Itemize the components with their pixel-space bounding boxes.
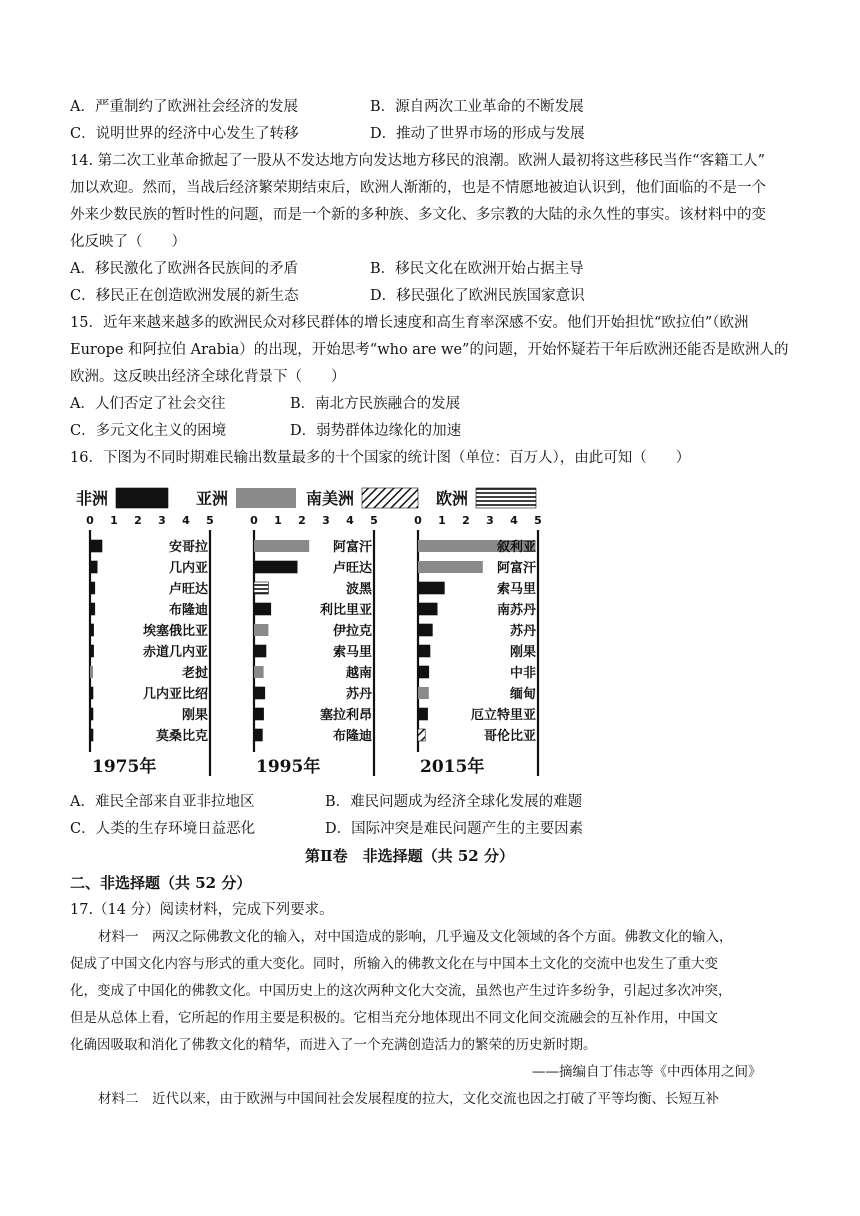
q13-option-d: D．推动了世界市场的形成与发展: [370, 126, 585, 142]
axis-tick-label: 1: [110, 514, 118, 527]
country-label: 莫桑比克: [155, 729, 208, 744]
q17-material1-line-4: 但是从总体上看，它所起的作用主要是积极的。它相当充分地体现出不同文化间交流融会的互补作用，中国文: [70, 1010, 718, 1026]
bar-哥伦比亚: [418, 729, 425, 741]
bar-南苏丹: [418, 603, 437, 615]
refugee-chart-svg: [70, 480, 550, 780]
bar-布隆迪: [254, 729, 262, 741]
q16-option-a: A．难民全部来自亚非拉地区: [70, 794, 255, 810]
country-label: 老挝: [181, 666, 208, 681]
q16-option-d: D．国际冲突是难民问题产生的主要因素: [325, 821, 584, 837]
country-label: 波黑: [345, 582, 372, 597]
q15-stem-line-3: 欧洲。这反映出经济全球化背景下（ ）: [70, 369, 346, 385]
axis-tick-label: 4: [182, 514, 190, 527]
country-label: 叙利亚: [496, 540, 536, 555]
q15-option-d: D．弱势群体边缘化的加速: [290, 423, 462, 439]
bar-老挝: [90, 666, 93, 678]
q17-material1-line-3: 化，变成了中国化的佛教文化。中国历史上的这次两种文化大交流，虽然也产生过许多纷争，引起过多次冲突，: [70, 983, 732, 999]
bar-安哥拉: [90, 540, 102, 552]
axis-tick-label: 5: [206, 514, 214, 527]
country-label: 安哥拉: [168, 540, 208, 555]
q15-option-a: A．人们否定了社会交往: [70, 396, 226, 412]
country-label: 几内亚: [168, 561, 208, 576]
country-label: 卢旺达: [168, 582, 208, 597]
q17-material1-line-2: 促成了中国文化内容与形式的重大变化。同时，所输入的佛教文化在与中国本土文化的交流中也发生了重大变: [70, 956, 718, 972]
section-heading: 二、非选择题（共 52 分）: [70, 874, 252, 892]
bar-几内亚比绍: [90, 687, 93, 699]
axis-tick-label: 5: [370, 514, 378, 527]
country-label: 中非: [509, 666, 536, 681]
q17-intro: 17.（14 分）阅读材料，完成下列要求。: [70, 902, 334, 918]
country-label: 几内亚比绍: [142, 687, 208, 702]
bar-苏丹: [418, 624, 432, 636]
q14-option-a: A．移民激化了欧洲各民族间的矛盾: [70, 261, 298, 277]
bar-中非: [418, 666, 429, 678]
q17-material1-source: ——摘编自丁伟志等《中西体用之间》: [532, 1064, 762, 1080]
axis-tick-label: 0: [414, 514, 422, 527]
q14-stem-line-3: 外来少数民族的暂时性的问题，而是一个新的多种族、多文化、多宗教的大陆的永久性的事实。该材料中的变: [70, 207, 766, 223]
country-label: 索马里: [496, 582, 536, 597]
q15-stem-line-1: 15．近年来越来越多的欧洲民众对移民群体的增长速度和高生育率深感不安。他们开始担忧“欧拉伯”（欧洲: [70, 315, 749, 331]
axis-tick-label: 3: [158, 514, 166, 527]
axis-tick-label: 5: [534, 514, 542, 527]
axis-tick-label: 3: [486, 514, 494, 527]
legend-label: 非洲: [76, 489, 109, 508]
country-label: 卢旺达: [332, 561, 372, 576]
country-label: 厄立特里亚: [470, 708, 536, 723]
q17-material1-line-1: 材料一 两汉之际佛教文化的输入，对中国造成的影响，几乎遍及文化领域的各个方面。佛教文化的输入，: [98, 929, 733, 945]
legend-swatch: [116, 488, 168, 508]
q13-option-b: B．源自两次工业革命的不断发展: [370, 99, 584, 115]
q15-option-c: C．多元文化主义的困境: [70, 423, 227, 439]
axis-tick-label: 2: [298, 514, 306, 527]
bar-莫桑比克: [90, 729, 93, 741]
bar-布隆迪: [90, 603, 95, 615]
bar-越南: [254, 666, 264, 678]
country-label: 伊拉克: [332, 624, 372, 639]
country-label: 塞拉利昂: [319, 708, 372, 723]
bar-缅甸: [418, 687, 429, 699]
country-label: 刚果: [509, 645, 536, 660]
bar-刚果: [90, 708, 93, 720]
country-label: 苏丹: [509, 624, 536, 639]
country-label: 布隆迪: [332, 729, 372, 744]
axis-tick-label: 2: [134, 514, 142, 527]
axis-tick-label: 0: [86, 514, 94, 527]
panel-year: 1975年: [92, 757, 157, 777]
q14-option-b: B．移民文化在欧洲开始占据主导: [370, 261, 584, 277]
country-label: 赤道几内亚: [142, 645, 208, 660]
q14-option-d: D．移民强化了欧洲民族国家意识: [370, 288, 585, 304]
axis-tick-label: 3: [322, 514, 330, 527]
q15-stem-line-2: Europe 和阿拉伯 Arabia）的出现，开始思考“who are we”的问题，开始怀疑若干年后欧洲还能否是欧洲人的: [70, 342, 789, 358]
country-label: 越南: [345, 666, 372, 681]
axis-tick-label: 2: [462, 514, 470, 527]
country-label: 索马里: [332, 645, 372, 660]
country-label: 阿富汗: [496, 561, 536, 576]
bar-卢旺达: [254, 561, 297, 573]
country-label: 阿富汗: [332, 540, 372, 555]
axis-tick-label: 0: [250, 514, 258, 527]
bar-索马里: [254, 645, 266, 657]
bar-利比里亚: [254, 603, 271, 615]
country-label: 埃塞俄比亚: [142, 624, 208, 639]
bar-塞拉利昂: [254, 708, 264, 720]
bar-阿富汗: [418, 561, 483, 573]
country-label: 布隆迪: [168, 603, 208, 618]
bar-阿富汗: [254, 540, 309, 552]
bar-厄立特里亚: [418, 708, 428, 720]
q14-stem-line-4: 化反映了（ ）: [70, 234, 186, 250]
bar-伊拉克: [254, 624, 268, 636]
country-label: 刚果: [181, 708, 208, 723]
legend-swatch: [236, 488, 296, 508]
legend-label: 亚洲: [196, 489, 229, 508]
q14-stem-line-1: 14. 第二次工业革命掀起了一股从不发达地方向发达地方移民的浪潮。欧洲人最初将这些移民当作“客籍工人”: [70, 153, 765, 169]
panel-year: 1995年: [256, 757, 321, 777]
country-label: 利比里亚: [319, 603, 372, 618]
bar-卢旺达: [90, 582, 95, 594]
axis-tick-label: 1: [438, 514, 446, 527]
axis-tick-label: 1: [274, 514, 282, 527]
q16-option-c: C．人类的生存环境日益恶化: [70, 821, 256, 837]
q17-material2-line-1: 材料二 近代以来，由于欧洲与中国间社会发展程度的拉大，文化交流也因之打破了平等均衡、长短互补: [98, 1091, 719, 1107]
legend-swatch: [476, 488, 536, 508]
legend-label: 欧洲: [436, 489, 469, 508]
bar-赤道几内亚: [90, 645, 94, 657]
country-label: 哥伦比亚: [483, 729, 536, 744]
country-label: 苏丹: [345, 687, 372, 702]
volume-title: 第Ⅱ卷 非选择题（共 52 分）: [305, 847, 514, 865]
q16-stem: 16．下图为不同时期难民输出数量最多的十个国家的统计图（单位：百万人），由此可知（ ）: [70, 450, 691, 466]
q16-option-b: B．难民问题成为经济全球化发展的难题: [325, 794, 583, 810]
legend-swatch: [362, 488, 418, 508]
q15-option-b: B．南北方民族融合的发展: [290, 396, 461, 412]
country-label: 南苏丹: [496, 603, 536, 618]
axis-tick-label: 4: [346, 514, 354, 527]
q13-option-c: C．说明世界的经济中心发生了转移: [70, 126, 299, 142]
q17-material1-line-5: 化确因吸取和消化了佛教文化的精华，而进入了一个充满创造活力的繁荣的历史新时期。: [70, 1037, 597, 1053]
q14-stem-line-2: 加以欢迎。然而，当战后经济繁荣期结束后，欧洲人渐渐的，也是不情愿地被迫认识到，他们面临的不是一个: [70, 180, 766, 196]
panel-year: 2015年: [420, 757, 485, 777]
refugee-chart: [70, 480, 550, 780]
legend-label: 南美洲: [306, 489, 355, 508]
bar-波黑: [254, 582, 268, 594]
axis-tick-label: 4: [510, 514, 518, 527]
bar-索马里: [418, 582, 444, 594]
bar-苏丹: [254, 687, 265, 699]
q14-option-c: C．移民正在创造欧洲发展的新生态: [70, 288, 299, 304]
bar-埃塞俄比亚: [90, 624, 94, 636]
q13-option-a: A．严重制约了欧洲社会经济的发展: [70, 99, 298, 115]
bar-刚果: [418, 645, 430, 657]
country-label: 缅甸: [509, 687, 536, 702]
bar-几内亚: [90, 561, 97, 573]
